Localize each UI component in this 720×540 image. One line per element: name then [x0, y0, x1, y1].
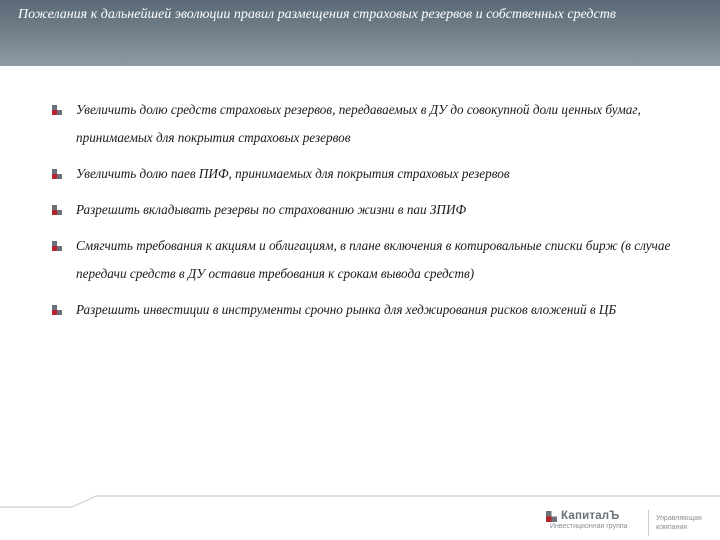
bullet-text: Разрешить вкладывать резервы по страхованию жизни в паи ЗПИФ: [76, 202, 467, 217]
list-item: [48, 160, 688, 188]
management-line-2: компания: [656, 524, 688, 531]
management-company-label: [656, 514, 702, 532]
bullet-square-icon: [52, 205, 62, 215]
list-item: [48, 296, 688, 324]
title-bar: [0, 0, 720, 66]
bullet-text: Увеличить долю средств страховых резервов, передаваемых в ДУ до совокупной доли ценных бумаг, принимаемых для покрытия страховых резервов: [76, 102, 641, 145]
list-item: [48, 196, 688, 224]
page-title: Пожелания к дальнейшей эволюции правил размещения страховых резервов и собственных средств: [18, 7, 616, 22]
footer-divider: [648, 510, 649, 536]
company-logo: [546, 510, 656, 538]
bullet-square-icon: [52, 169, 62, 179]
bullet-square-icon: [52, 105, 62, 115]
logo-square-icon: [546, 511, 557, 522]
list-item: [48, 232, 688, 288]
logo-subtitle: Инвестиционная группа: [550, 523, 628, 530]
bullet-list: [48, 96, 688, 332]
bullet-text: Разрешить инвестиции в инструменты срочно рынка для хеджирования рисков вложений в ЦБ: [76, 302, 617, 317]
logo-name: КапиталЪ: [561, 510, 620, 522]
bullet-square-icon: [52, 241, 62, 251]
management-line-1: Управляющая: [656, 515, 702, 522]
bullet-text: Увеличить долю паев ПИФ, принимаемых для покрытия страховых резервов: [76, 166, 510, 181]
bullet-square-icon: [52, 305, 62, 315]
list-item: [48, 96, 688, 152]
bullet-text: Смягчить требования к акциям и облигациям, в плане включения в котировальные списки бирж (в случае передачи средств в ДУ оставив требования к срокам вывода средств): [76, 238, 671, 281]
